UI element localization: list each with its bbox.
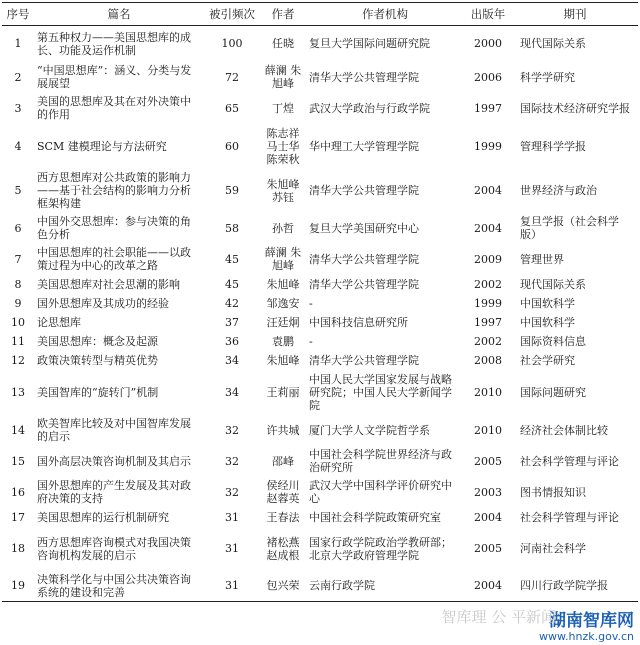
cell-title: SCM 建模理论与方法研究	[37, 139, 167, 153]
cell-org: 清华大学公共管理学院	[309, 252, 419, 266]
table-row	[2, 275, 638, 294]
header-year: 出版年	[464, 3, 512, 26]
cell-no: 12	[11, 353, 25, 367]
cell-cites: 72	[225, 70, 239, 84]
cell-title: 中国思想库的社会职能——以政策过程为中心的改革之路	[37, 246, 191, 272]
cell-org: 国家行政学院政治学教研部；北京大学政府管理学院	[309, 535, 452, 562]
cell-no: 18	[11, 542, 25, 555]
cell-org: 武汉大学政治与行政学院	[309, 101, 430, 115]
cell-title: 政策决策转型与精英优势	[37, 353, 158, 367]
cell-journal: 社会科学管理与评论	[520, 510, 619, 524]
header-no: 序号	[2, 3, 34, 26]
cell-author: 陈志祥 马士华 陈荣秋	[266, 126, 300, 166]
cell-author: 汪廷炯	[266, 315, 300, 329]
cell-journal: 复旦学报（社会科学版）	[520, 215, 619, 241]
cell-title: 论思想库	[37, 315, 81, 329]
cell-year: 2003	[474, 485, 502, 499]
cell-org: 复旦大学美国研究中心	[309, 221, 419, 235]
cell-org: 厦门大学人文学院哲学系	[309, 423, 430, 437]
cell-title: 欧美智库比较及对中国智库发展的启示	[37, 417, 191, 443]
cell-author: 朱旭峰	[266, 353, 300, 367]
cell-year: 2000	[474, 37, 502, 51]
cell-title: 西方思想库咨询模式对我国决策咨询机构发展的启示	[37, 535, 191, 562]
cell-cites: 36	[225, 334, 239, 348]
cell-cites: 32	[225, 485, 239, 499]
cell-year: 2004	[474, 510, 502, 524]
header-org: 作者机构	[306, 3, 464, 26]
cell-author: 朱旭峰	[266, 277, 300, 291]
table-body	[2, 26, 638, 602]
table-row	[2, 527, 638, 571]
cell-journal: 科学学研究	[520, 70, 575, 84]
cell-no: 5	[14, 184, 22, 197]
cell-year: 1999	[474, 139, 502, 153]
cell-org: 清华大学公共管理学院	[309, 70, 419, 84]
cell-org: 云南行政学院	[306, 571, 464, 602]
cell-journal: 图书情报知识	[520, 485, 586, 499]
cell-author: 邹逸安	[266, 296, 300, 310]
cell-cites: 65	[225, 101, 239, 115]
cell-year: 2002	[474, 334, 502, 348]
cell-year: 2009	[474, 252, 502, 266]
cell-year: 2010	[474, 423, 502, 437]
cell-journal: 管理世界	[520, 252, 564, 266]
cell-journal: 经济社会体制比较	[520, 423, 608, 437]
cell-no: 9	[14, 296, 22, 310]
citation-table	[2, 2, 638, 602]
cell-org: 华中理工大学管理学院	[309, 139, 419, 153]
cell-title: 国外高层决策咨询机制及其启示	[37, 454, 191, 468]
table-row	[2, 571, 638, 602]
cell-year: 1999	[474, 296, 502, 310]
table-header-row	[2, 3, 638, 26]
cell-no: 8	[14, 277, 22, 291]
cell-org: -	[309, 296, 313, 310]
cell-no: 16	[11, 485, 25, 499]
cell-year: 2005	[474, 454, 502, 468]
cell-org: -	[309, 334, 313, 348]
cell-author: 王莉丽	[266, 385, 300, 399]
table-row	[2, 26, 638, 62]
cell-title: 国外思想库及其成功的经验	[37, 296, 169, 310]
cell-journal: 国际技术经济研究学报	[520, 101, 630, 115]
cell-cites: 31	[225, 510, 239, 524]
cell-no: 13	[11, 385, 25, 399]
cell-cites: 45	[225, 277, 239, 291]
cell-journal: 中国软科学	[520, 296, 575, 310]
cell-no: 3	[14, 101, 22, 115]
table-row	[2, 477, 638, 508]
cell-year: 1997	[474, 315, 502, 329]
cell-no: 1	[14, 37, 22, 51]
cell-author: 丁煌	[272, 101, 294, 115]
table-row	[2, 169, 638, 213]
table-row	[2, 370, 638, 415]
cell-no: 11	[11, 334, 25, 348]
cell-author: 包兴荣	[260, 571, 306, 602]
cell-no: 15	[11, 454, 25, 468]
cell-year: 2004	[464, 571, 512, 602]
cell-org: 中国社会科学院世界经济与政治研究所	[309, 448, 452, 474]
cell-journal: 社会学研究	[520, 353, 575, 367]
cell-no: 2	[14, 70, 22, 84]
cell-org: 中国社会科学院政策研究室	[309, 510, 441, 524]
cell-year: 2010	[474, 385, 502, 399]
table-row	[2, 244, 638, 275]
cell-journal: 现代国际关系	[520, 277, 586, 291]
cell-cites: 31	[204, 571, 260, 602]
cell-no: 17	[11, 510, 25, 524]
table-row	[2, 313, 638, 332]
cell-title: 第五种权力——美国思想库的成长、功能及运作机制	[37, 30, 191, 57]
cell-author: 孙哲	[272, 221, 294, 235]
cell-org: 复旦大学国际问题研究院	[309, 37, 430, 51]
cell-cites: 37	[225, 315, 239, 329]
table-row	[2, 213, 638, 244]
watermark	[441, 608, 634, 643]
cell-title: 西方思想库对公共政策的影响力——基于社会结构的影响力分析框架构建	[37, 171, 191, 210]
cell-author: 侯经川 赵蓉英	[266, 479, 300, 505]
table-row	[2, 446, 638, 477]
cell-no: 19	[2, 571, 34, 602]
cell-cites: 100	[221, 37, 243, 51]
cell-author: 邵峰	[272, 454, 294, 468]
cell-no: 10	[11, 315, 25, 329]
cell-journal: 中国软科学	[520, 315, 575, 329]
header-title: 篇名	[34, 3, 204, 26]
cell-journal: 国际资料信息	[520, 334, 586, 348]
cell-author: 任晓	[272, 37, 294, 51]
cell-title: 决策科学化与中国公共决策咨询系统的建设和完善	[34, 571, 204, 602]
table-row	[2, 351, 638, 370]
cell-title: 美国思想库：概念及起源	[37, 334, 158, 348]
cell-cites: 45	[225, 252, 239, 266]
cell-no: 4	[14, 139, 22, 153]
header-journal: 期刊	[512, 3, 638, 26]
watermark-site-name: 湖南智库网	[549, 611, 634, 631]
cell-title: 美国智库的“旋转门”机制	[37, 385, 159, 399]
cell-cites: 34	[225, 385, 239, 399]
cell-cites: 31	[225, 542, 239, 555]
cell-year: 2004	[474, 221, 502, 235]
table-row	[2, 93, 638, 124]
table-row	[2, 508, 638, 527]
cell-year: 2005	[474, 542, 502, 555]
cell-org: 清华大学公共管理学院	[309, 353, 419, 367]
cell-year: 1997	[474, 101, 502, 115]
cell-journal: 国际问题研究	[520, 385, 586, 399]
cell-cites: 58	[225, 221, 239, 235]
cell-title: “中国思想库”：涵义、分类与发展展望	[37, 64, 192, 90]
cell-org: 清华大学公共管理学院	[309, 277, 419, 291]
cell-title: 美国思想库对社会思潮的影响	[37, 277, 180, 291]
table-row	[2, 332, 638, 351]
cell-author: 薛澜 朱旭峰	[264, 246, 302, 272]
cell-author: 朱旭峰 苏钰	[266, 177, 300, 204]
table-row	[2, 294, 638, 313]
cell-org: 中国科技信息研究所	[309, 315, 408, 329]
cell-title: 美国的思想库及其在对外决策中的作用	[37, 95, 191, 121]
cell-org: 清华大学公共管理学院	[309, 184, 419, 197]
cell-author: 王春法	[266, 510, 300, 524]
cell-journal: 现代国际关系	[520, 37, 586, 51]
cell-title: 美国思想库的运行机制研究	[37, 510, 169, 524]
cell-year: 2008	[474, 353, 502, 367]
header-author: 作者	[260, 3, 306, 26]
cell-author: 袁鹏	[272, 334, 294, 348]
cell-year: 2002	[474, 277, 502, 291]
table-row	[2, 62, 638, 93]
cell-title: 国外思想库的产生发展及其对政府决策的支持	[37, 479, 191, 505]
cell-cites: 32	[225, 454, 239, 468]
table-row	[2, 415, 638, 446]
cell-cites: 59	[225, 184, 239, 197]
table-row	[2, 124, 638, 169]
cell-journal: 河南社会科学	[520, 542, 586, 555]
cell-year: 2004	[474, 184, 502, 197]
cell-no: 7	[14, 252, 22, 266]
cell-cites: 42	[225, 296, 239, 310]
cell-cites: 60	[225, 139, 239, 153]
cell-org: 中国人民大学国家发展与战略研究院；中国人民大学新闻学院	[309, 372, 452, 412]
cell-journal: 社会科学管理与评论	[520, 454, 619, 468]
cell-org: 武汉大学中国科学评价研究中心	[309, 479, 452, 505]
cell-journal: 世界经济与政治	[520, 184, 597, 197]
cell-title: 中国外交思想库：参与决策的角色分析	[37, 215, 191, 241]
cell-cites: 34	[225, 353, 239, 367]
cell-author: 褚松燕 赵成根	[266, 535, 300, 562]
cell-no: 6	[14, 221, 22, 235]
cell-author: 许共城	[266, 423, 300, 437]
watermark-ghost-text: 智库理 公 平新闻	[441, 608, 556, 626]
watermark-site-url: www.hnzk.gov.cn	[539, 630, 634, 643]
cell-journal: 管理科学学报	[520, 139, 586, 153]
cell-no: 14	[11, 423, 25, 437]
cell-cites: 32	[225, 423, 239, 437]
cell-journal: 四川行政学院学报	[512, 571, 638, 602]
cell-year: 2006	[474, 70, 502, 84]
cell-author: 薛澜 朱旭峰	[264, 64, 302, 90]
header-cites: 被引频次	[204, 3, 260, 26]
